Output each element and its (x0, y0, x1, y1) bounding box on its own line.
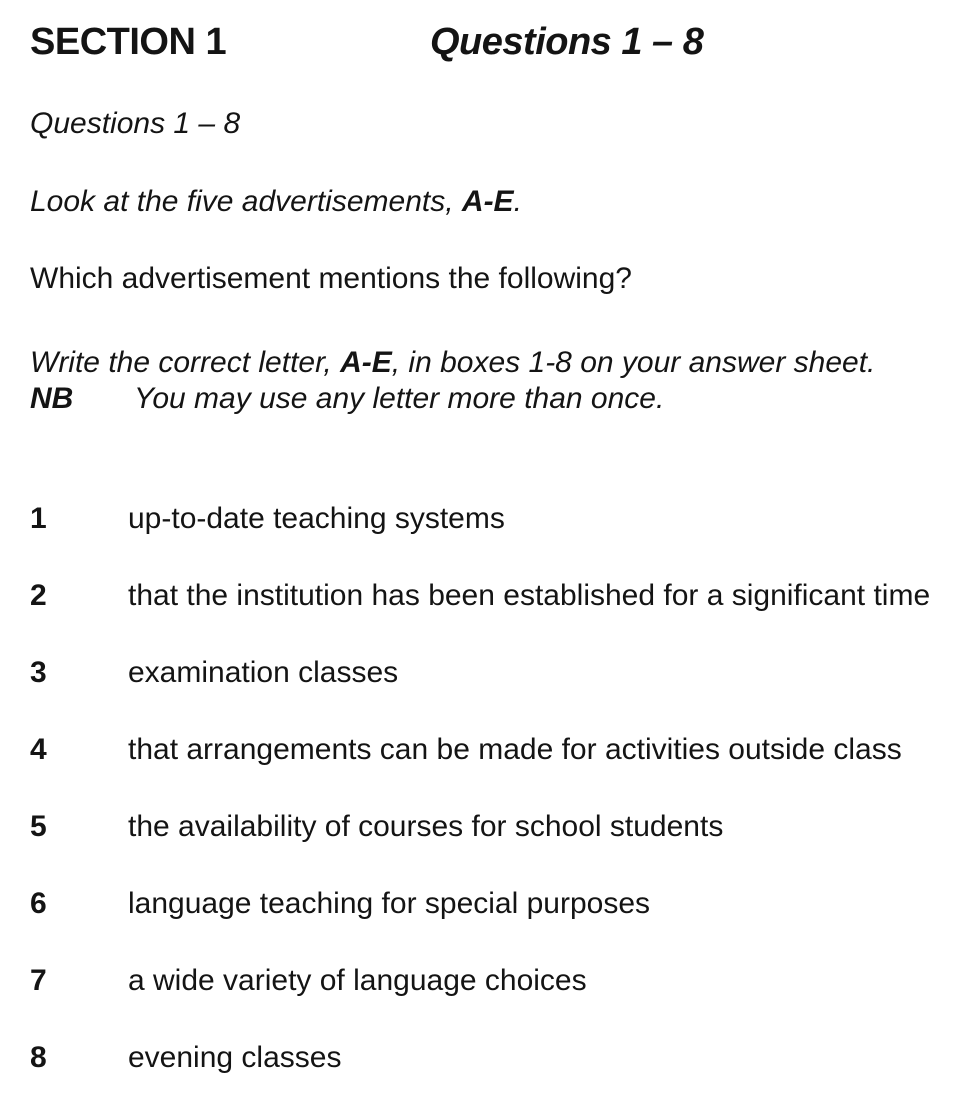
look-instruction-letters: A-E (461, 185, 514, 218)
section-header (30, 20, 950, 64)
question-item (30, 501, 950, 537)
look-instruction (30, 184, 950, 220)
questions-range-title: Questions 1 – 8 (430, 21, 704, 63)
question-item (30, 655, 950, 691)
nb-text: You may use any letter more than once. (134, 382, 665, 415)
question-number: 5 (30, 810, 47, 843)
question-text: a wide variety of language choices (128, 964, 587, 997)
nb-label: NB (30, 382, 74, 415)
write-instruction-letters: A-E (340, 346, 392, 379)
question-text: that arrangements can be made for activities outside class (128, 733, 902, 766)
write-instruction (30, 345, 950, 381)
question-number: 7 (30, 964, 47, 997)
question-item (30, 809, 950, 845)
question-number: 6 (30, 887, 47, 920)
question-number: 2 (30, 579, 47, 612)
write-instruction-pre: Write the correct letter, (30, 346, 341, 379)
question-text: the availability of courses for school students (128, 810, 724, 843)
question-number: 1 (30, 502, 47, 535)
question-text: up-to-date teaching systems (128, 502, 505, 535)
question-item (30, 963, 950, 999)
look-instruction-pre: Look at the five advertisements, (30, 185, 462, 218)
question-text: language teaching for special purposes (128, 887, 651, 920)
nb-note (30, 381, 950, 417)
question-text: evening classes (128, 1041, 342, 1074)
question-number: 4 (30, 733, 47, 766)
section-title: SECTION 1 (30, 21, 227, 63)
questions-subheading: Questions 1 – 8 (30, 107, 241, 140)
question-text: that the institution has been established for a significant time (128, 579, 931, 612)
question-number: 3 (30, 656, 47, 689)
look-instruction-post: . (513, 185, 522, 218)
question-item (30, 1040, 950, 1076)
question-item (30, 732, 950, 768)
question-text: examination classes (128, 656, 399, 689)
question-number: 8 (30, 1041, 47, 1074)
question-item (30, 578, 950, 614)
question-item (30, 886, 950, 922)
question-prompt: Which advertisement mentions the following? (30, 262, 632, 295)
questions-list (30, 501, 950, 1076)
write-instruction-block (30, 345, 950, 417)
write-instruction-post: , in boxes 1-8 on your answer sheet. (391, 346, 876, 379)
